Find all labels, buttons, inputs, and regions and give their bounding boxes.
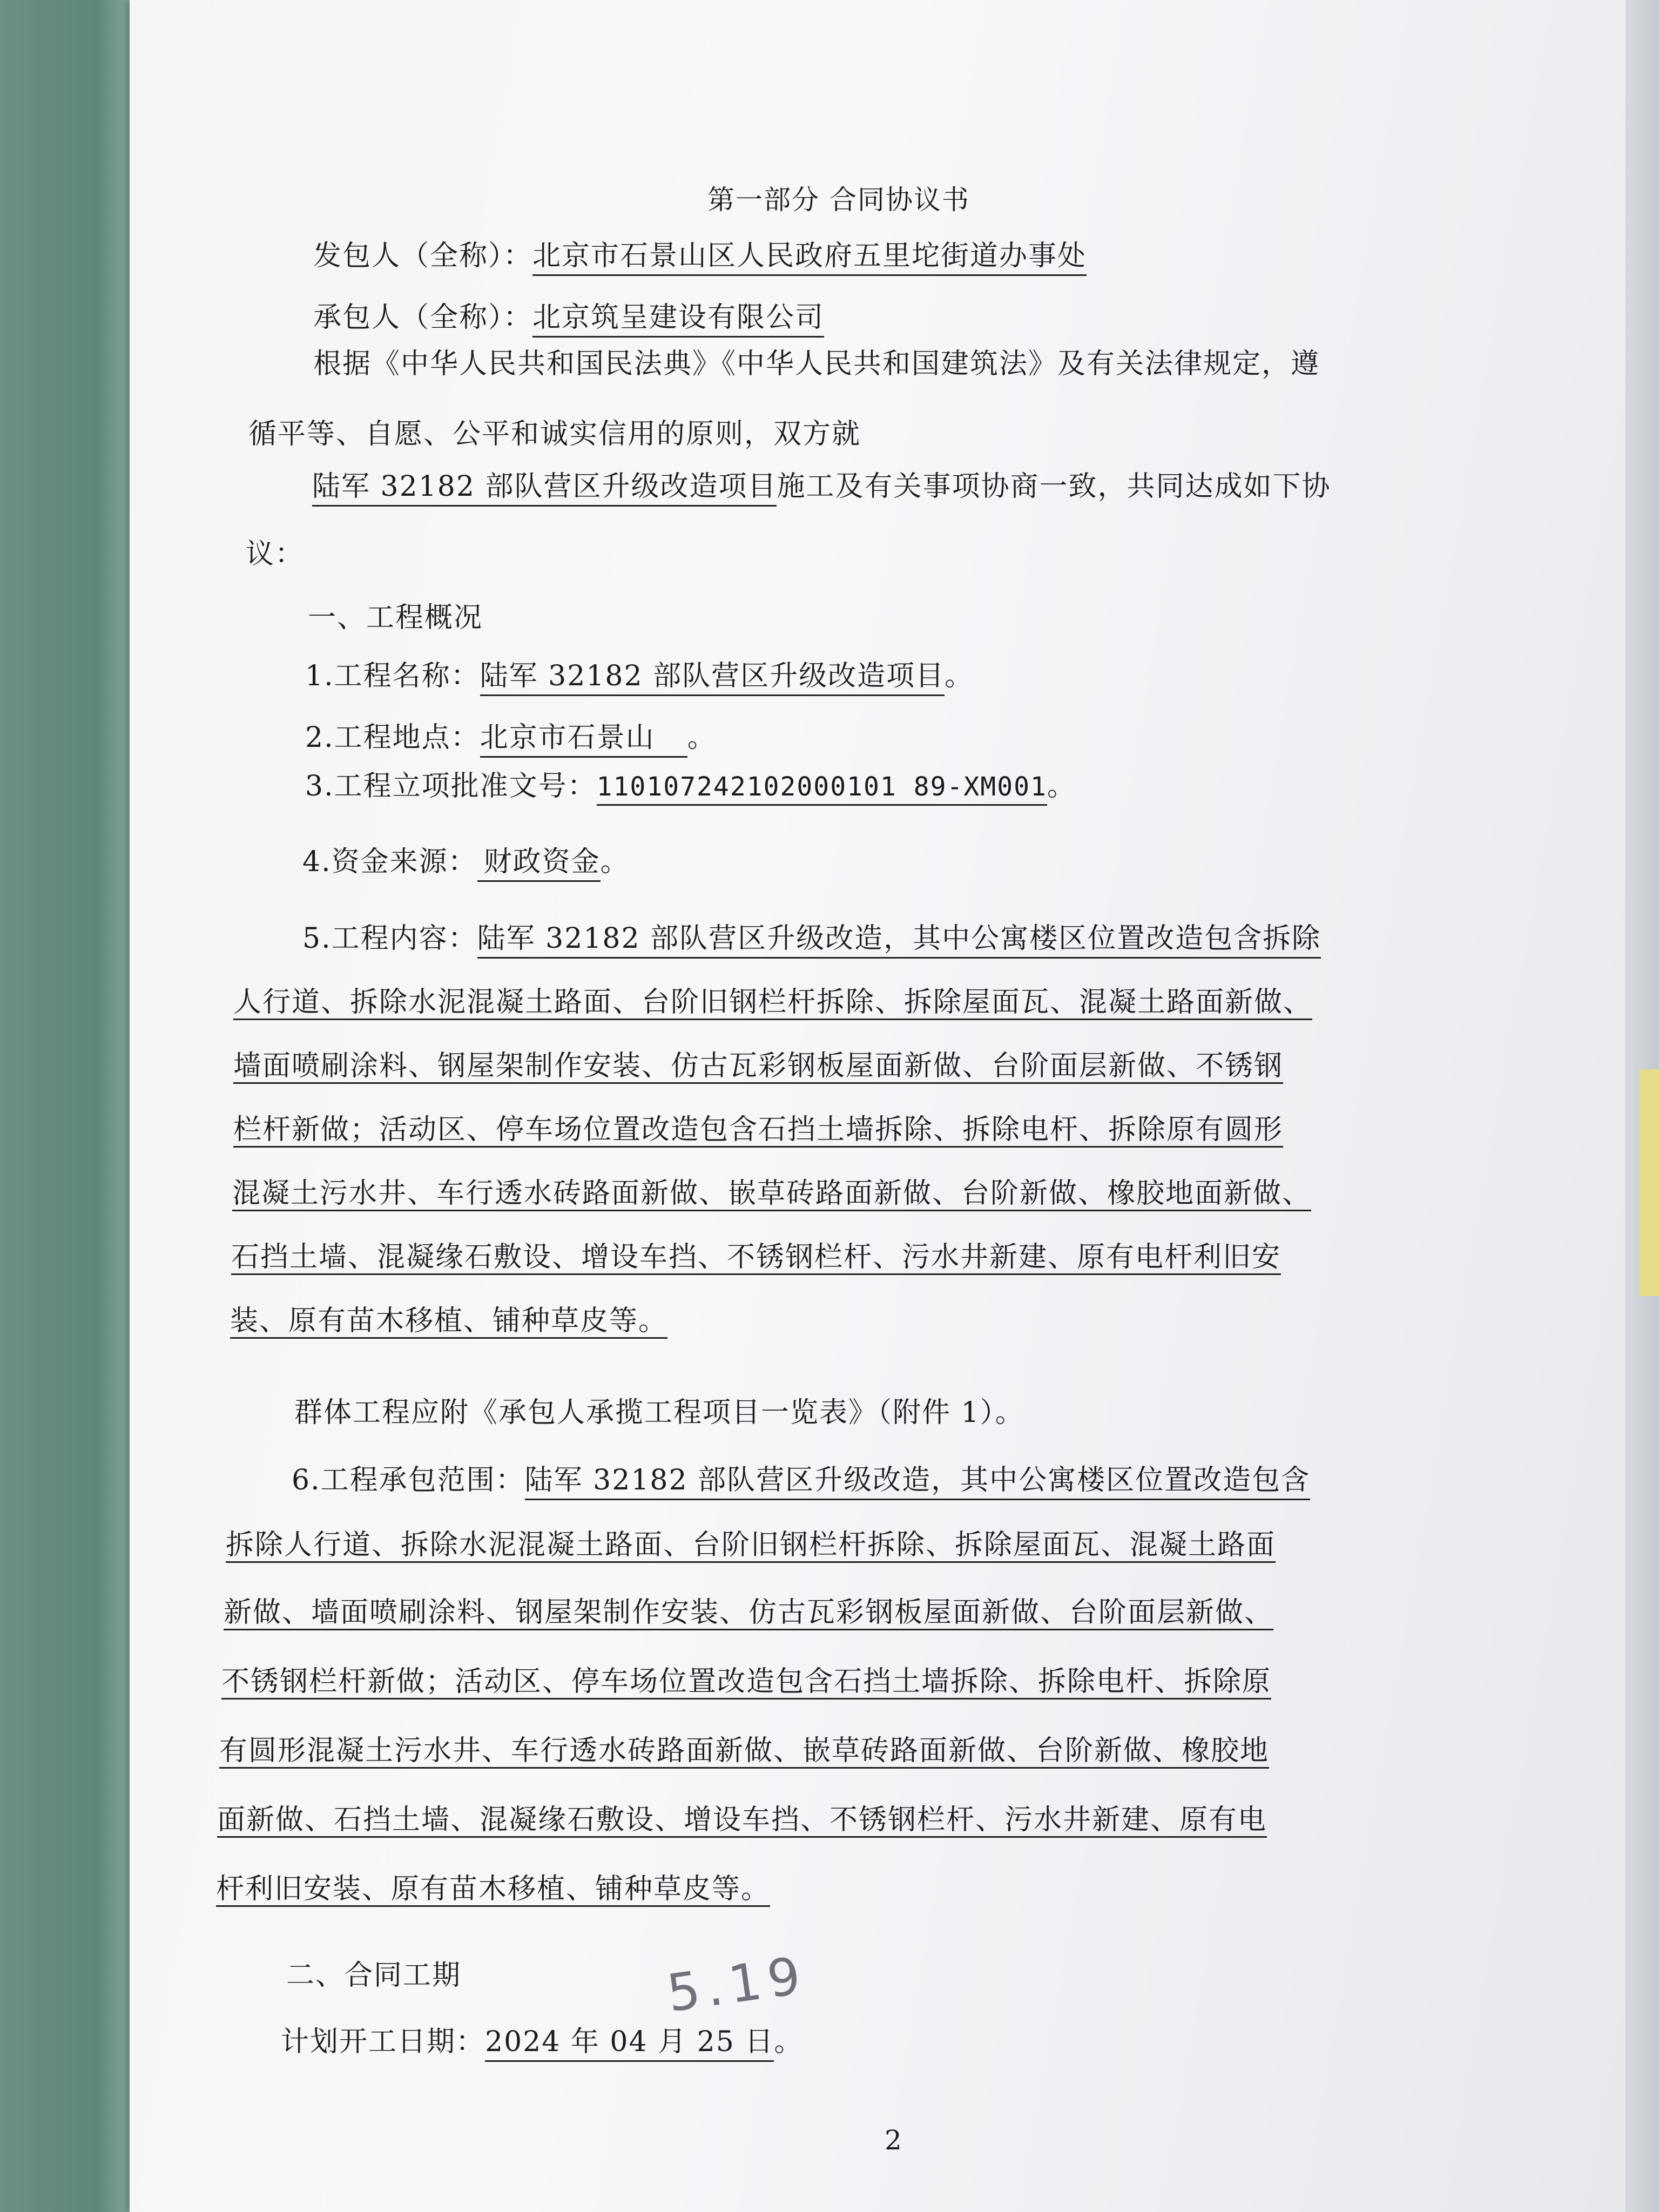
item-4 [302,848,630,876]
start-date-end: 。 [774,2026,804,2058]
intro-line-1: 根据《中华人民共和国民法典》《中华人民共和国建筑法》及有关法律规定，遵 [313,348,1320,380]
item-6-line: 杆利旧安装、原有苗木移植、铺种草皮等。 [216,1875,770,1907]
item-3 [305,772,1076,800]
item-2-end: 。 [687,721,717,754]
item-5-line: 人行道、拆除水泥混凝土路面、台阶旧钢栏杆拆除、拆除屋面瓦、混凝土路面新做、 [233,988,1312,1020]
intro-line-3 [312,470,1331,503]
intro-line-3-rest: 施工及有关事项协商一致，共同达成如下协 [777,470,1331,503]
approval-number-value: 110107242102000101 89-XM001 [597,772,1047,806]
item-5-line: 石挡土墙、混凝缘石敷设、增设车挡、不锈钢栏杆、污水井新建、原有电杆利旧安 [231,1243,1281,1275]
item-5-line: 装、原有苗木移植、铺种草皮等。 [230,1307,667,1339]
item-6-line: 新做、墙面喷刷涂料、钢屋架制作安装、仿古瓦彩钢板屋面新做、台阶面层新做、 [224,1599,1273,1630]
item-6-line: 有圆形混凝土污水井、车行透水砖路面新做、嵌草砖路面新做、台阶新做、橡胶地 [219,1737,1269,1769]
page-number: 2 [885,2125,903,2156]
item-6-label: 6.工程承包范围： [292,1464,525,1496]
document-title: 第一部分 合同协议书 [707,184,970,215]
item-4-end: 。 [600,846,630,878]
item-5-line: 墙面喷刷涂料、钢屋架制作安装、仿古瓦彩钢板屋面新做、台阶面层新做、不锈钢 [233,1052,1283,1084]
employer-label: 发包人（全称）： [313,240,533,272]
section-2-heading: 二、合同工期 [286,1959,462,1992]
item-5-first-line [302,922,1321,955]
item-1-end: 。 [945,660,974,692]
item-2-label: 2.工程地点： [305,721,480,754]
handwritten-annotation: 5.19 [663,1945,811,2024]
funding-source-value: 财政资金 [477,846,601,882]
item-1 [305,662,974,690]
item-3-label: 3.工程立项批准文号： [305,770,597,802]
item-5-line: 混凝土污水井、车行透水砖路面新做、嵌草砖路面新做、台阶新做、橡胶地面新做、 [232,1179,1311,1211]
intro-line-2: 循平等、自愿、公平和诚实信用的原则，双方就 [248,418,861,450]
item-4-label: 4.资金来源： [302,846,477,878]
contractor-line [313,301,825,334]
item-1-label: 1.工程名称： [305,660,480,692]
employer-name: 北京市石景山区人民政府五里坨街道办事处 [532,240,1087,276]
start-date-line [281,2028,803,2056]
project-location-value: 北京市石景山 [480,721,687,758]
group-project-note: 群体工程应附《承包人承揽工程项目一览表》（附件 1）。 [294,1397,1024,1429]
contractor-name: 北京筑呈建设有限公司 [532,301,824,338]
item-5-line: 栏杆新做；活动区、停车场位置改造包含石挡土墙拆除、拆除电杆、拆除原有圆形 [233,1116,1283,1148]
item-6-line: 陆军 32182 部队营区升级改造，其中公寓楼区位置改造包含 [525,1464,1310,1500]
start-date-value: 2024 年 04 月 25 日 [485,2026,774,2062]
item-6-line: 面新做、石挡土墙、混凝缘石敷设、增设车挡、不锈钢栏杆、污水井新建、原有电 [217,1806,1267,1838]
item-6-first-line [292,1466,1310,1494]
item-6-line: 不锈钢栏杆新做；活动区、停车场位置改造包含石挡土墙拆除、拆除电杆、拆除原 [221,1668,1271,1700]
intro-project-name: 陆军 32182 部队营区升级改造项目 [312,470,777,507]
intro-line-4: 议： [246,538,305,570]
item-6-line: 拆除人行道、拆除水泥混凝土路面、台阶旧钢栏杆拆除、拆除屋面瓦、混凝土路面 [226,1531,1276,1563]
start-date-label: 计划开工日期： [281,2026,485,2058]
item-2 [305,721,717,754]
item-5-label: 5.工程内容： [302,922,477,955]
item-3-end: 。 [1047,770,1076,802]
item-5-line: 陆军 32182 部队营区升级改造，其中公寓楼区位置改造包含拆除 [477,922,1321,959]
contractor-label: 承包人（全称）： [313,301,533,334]
section-1-heading: 一、工程概况 [308,602,483,634]
employer-line [313,242,1087,270]
project-name-value: 陆军 32182 部队营区升级改造项目 [480,660,945,696]
